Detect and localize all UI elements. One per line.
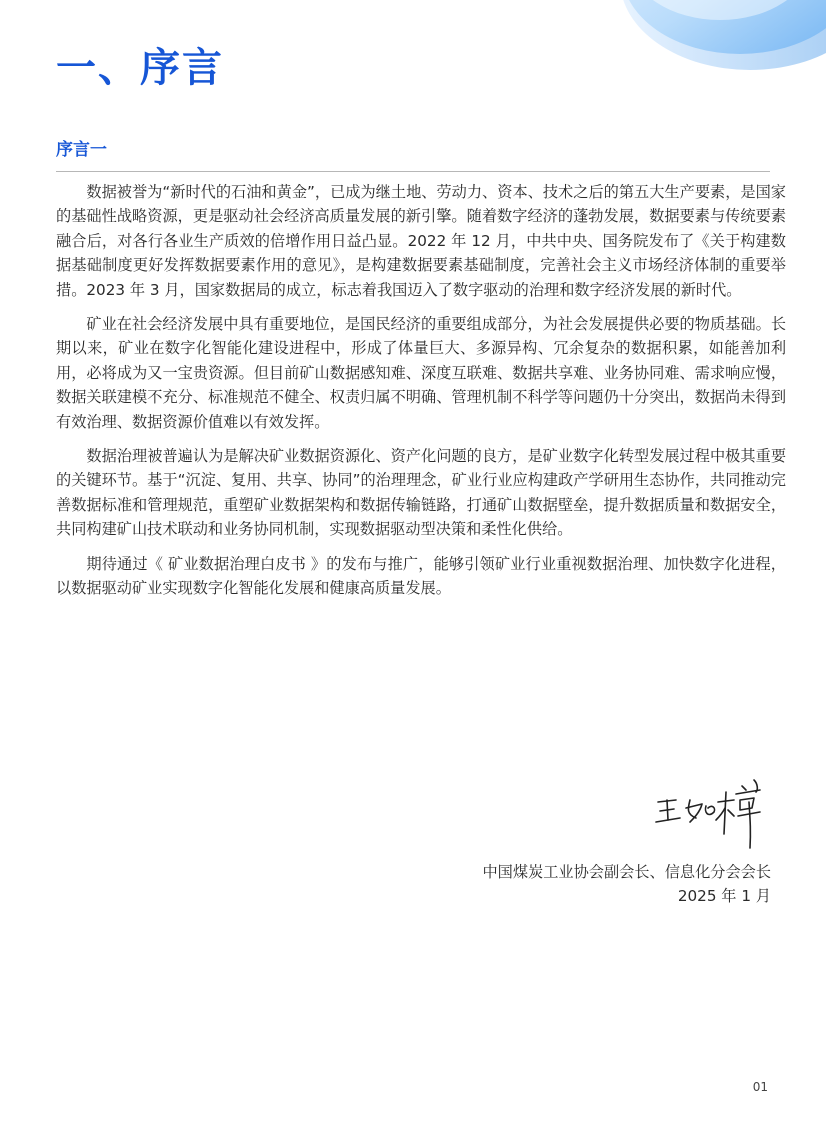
paragraph: 数据被誉为“新时代的石油和黄金”，已成为继土地、劳动力、资本、技术之后的第五大生产要素，是国家的基础性战略资源，更是驱动社会经济高质量发展的新引擎。随着数字经济的蓬勃发展，数据要素与传统要素融合后，对各行各业生产质效的倍增作用日益凸显。2022 年 12 月，中共中央、国务院发布了《关于构建数据基础制度更好发挥数据要素作用的意见》，是构建数据要素基础制度，完善社会主义市场经济体制的重要举措。2023 年 3 月，国家数据局的成立，标志着我国迈入了数字驱动的治理和数字经济发展的新时代。 (56, 183, 786, 299)
paragraph: 矿业在社会经济发展中具有重要地位，是国民经济的重要组成部分，为社会发展提供必要的物质基础。长期以来，矿业在数字化智能化建设进程中，形成了体量巨大、多源异构、冗余复杂的数据积累，如能善加利用，必将成为又一宝贵资源。但目前矿山数据感知难、深度互联难、数据共享难、业务协同难、需求响应慢，数据关联建模不充分、标准规范不健全、权责归属不明确、管理机制不科学等问题仍十分突出，数据尚未得到有效治理、数据资源价值难以有效发挥。 (56, 315, 786, 431)
section-heading: 序言一 (56, 140, 107, 160)
author-title: 中国煤炭工业协会副会长、信息化分会会长 (482, 863, 771, 881)
signature-date: 2025 年 1 月 (677, 887, 771, 905)
author-block (482, 860, 771, 908)
handwritten-signature (650, 778, 770, 850)
paragraph: 期待通过《 矿业数据治理白皮书 》的发布与推广，能够引领矿业行业重视数据治理、加快数字化进程，以数据驱动矿业实现数字化智能化发展和健康高质量发展。 (56, 554, 786, 598)
decorative-lens-graphic (600, 0, 826, 75)
page-title: 一、序言 (56, 45, 224, 91)
preface-body (56, 180, 786, 611)
paragraph: 数据治理被普遍认为是解决矿业数据资源化、资产化问题的良方，是矿业数字化转型发展过程中极其重要的关键环节。基于“沉淀、复用、共享、协同”的治理理念，矿业行业应构建政产学研用生态协作，共同推动完善数据标准和管理规范，重塑矿业数据架构和数据传输链路，打通矿山数据壁垒，提升数据质量和数据安全，共同构建矿山技术联动和业务协同机制，实现数据驱动型决策和柔性化供给。 (56, 447, 786, 539)
section-divider (56, 171, 770, 172)
page-number: 01 (752, 1080, 768, 1094)
